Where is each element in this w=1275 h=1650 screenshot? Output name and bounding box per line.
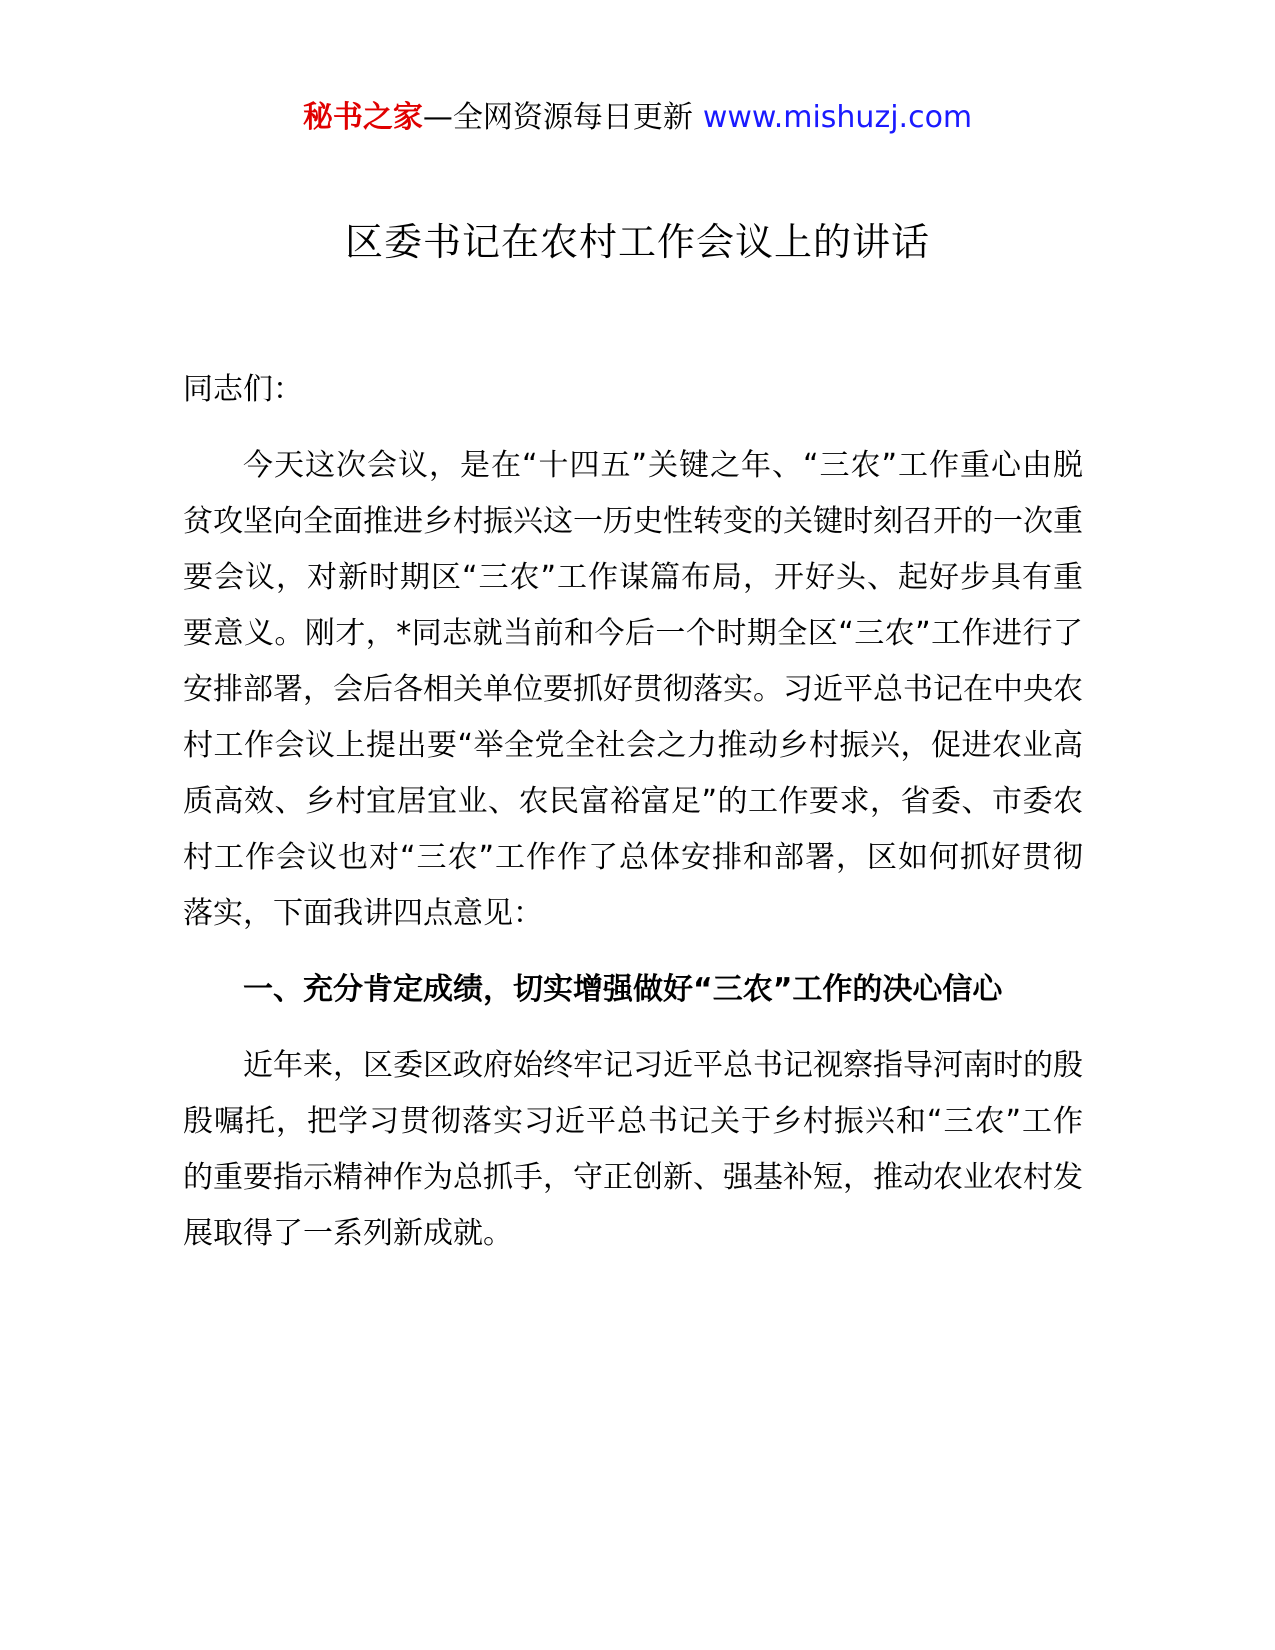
greeting: 同志们： bbox=[183, 372, 303, 407]
paragraph-section-1: 近年来，区委区政府始终牢记习近平总书记视察指导河南时的殷殷嘱托，把学习贯彻落实习近平总书记关于乡村振兴和“三农”工作的重要指示精神作为总抓手，守正创新、强基补短，推动农业农村发展取得了一系列新成就。 bbox=[183, 1048, 1083, 1251]
paragraph-intro: 今天这次会议，是在“十四五”关键之年、“三农”工作重心由脱贫攻坚向全面推进乡村振兴这一历史性转变的关键时刻召开的一次重要会议，对新时期区“三农”工作谋篇布局，开好头、起好步具有重要意义。刚才，*同志就当前和今后一个时期全区“三农”工作进行了安排部署，会后各相关单位要抓好贯彻落实。习近平总书记在中央农村工作会议上提出要“举全党全社会之力推动乡村振兴，促进农业高质高效、乡村宜居宜业、农民富裕富足”的工作要求，省委、市委农村工作会议也对“三农”工作作了总体安排和部署，区如何抓好贯彻落实，下面我讲四点意见： bbox=[183, 448, 1083, 931]
site-header bbox=[0, 96, 1275, 140]
document-body bbox=[183, 362, 1083, 1282]
document-title: 区委书记在农村工作会议上的讲话 bbox=[344, 220, 930, 264]
section-heading-1: 一、充分肯定成绩，切实增强做好“三农”工作的决心信心 bbox=[243, 972, 1003, 1007]
site-brand: 秘书之家 bbox=[302, 100, 423, 135]
site-tagline: —全网资源每日更新 bbox=[422, 100, 693, 135]
site-url-link[interactable]: www.mishuzj.com bbox=[702, 100, 973, 135]
